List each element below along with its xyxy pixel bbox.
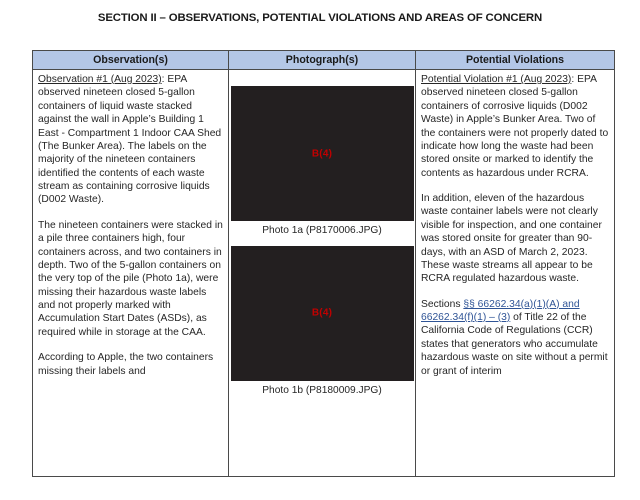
observation-paragraph-2: The nineteen containers were stacked in a pile three containers high, four containers across, and two containers in depth. Two of the 5-gallon containers on the very top of the pile (Photo 1a), were missing their hazardous waste labels and not properly marked with Accumulation Start Dates (ASDs), as required while in storage at the CAA. <box>38 219 223 338</box>
cell-observations <box>33 70 229 477</box>
photo-1b-caption: Photo 1b (P8180009.JPG) <box>262 384 382 396</box>
violation-paragraph-1 <box>421 73 610 180</box>
violation-paragraph-2: In addition, eleven of the hazardous waste container labels were not clearly visible for inspection, and one container was stored onsite for greater than 90-days, with an ASD of March 2, 2023. These waste streams all appear to be RCRA regulated hazardous waste. <box>421 193 602 285</box>
column-header-potential-violations: Potential Violations <box>416 51 615 70</box>
photo-1a-redaction-box <box>231 86 414 221</box>
observations-table <box>32 50 615 477</box>
potential-violations-text-block <box>416 70 614 476</box>
photo-1b-redaction-box <box>231 246 414 381</box>
photo-1a-caption: Photo 1a (P8170006.JPG) <box>262 225 382 236</box>
violation-1-label: Potential Violation #1 (Aug 2023) <box>421 74 572 85</box>
observation-1-text: : EPA observed nineteen closed 5-gallon containers of liquid waste stacked against the wall in Apple’s Building 1 East - Compartment 1 Indoor CAA Shed (The Bunker Area). The labels on the majority of the nineteen containers identified the contents of each waste stream as containing corrosive liquids (D002 Waste). <box>38 74 222 206</box>
column-header-observations: Observation(s) <box>33 51 229 70</box>
observation-paragraph-3: According to Apple, the two containers missing their labels and <box>38 352 214 377</box>
photo-group <box>229 70 415 406</box>
regulation-citation-link[interactable]: §§ 66262.34(a)(1)(A) and 66262.34(f)(1) – (3) <box>421 298 580 323</box>
observation-paragraph-1 <box>38 73 224 207</box>
cell-photographs <box>229 70 416 477</box>
redaction-label-icon: B(4) <box>311 307 333 319</box>
violation-1-text: : EPA observed nineteen closed 5-gallon containers of corrosive liquids (D002 Waste) in Apple’s Bunker Area. Two of the containers were not properly dated to indicate how long the waste had been stored onsite or marked to identify the contents as hazardous under RCRA. <box>421 74 609 179</box>
citation-suffix: of Title 22 of the California Code of Regulations (CCR) states that generators who accumulate hazardous waste on site without a permit or grant of interim <box>421 312 608 377</box>
cell-potential-violations <box>416 70 615 477</box>
photo-top-spacer <box>229 70 415 86</box>
table-header-row <box>33 51 615 70</box>
citation-prefix: Sections <box>421 298 464 310</box>
section-title: SECTION II – OBSERVATIONS, POTENTIAL VIOLATIONS AND AREAS OF CONCERN <box>97 12 543 24</box>
table-row <box>33 70 615 477</box>
violation-paragraph-3 <box>421 298 610 378</box>
observations-text-block <box>33 70 228 476</box>
redaction-label-icon: B(4) <box>311 148 333 159</box>
observation-1-label: Observation #1 (Aug 2023) <box>38 74 162 85</box>
column-header-photographs: Photograph(s) <box>229 51 416 70</box>
